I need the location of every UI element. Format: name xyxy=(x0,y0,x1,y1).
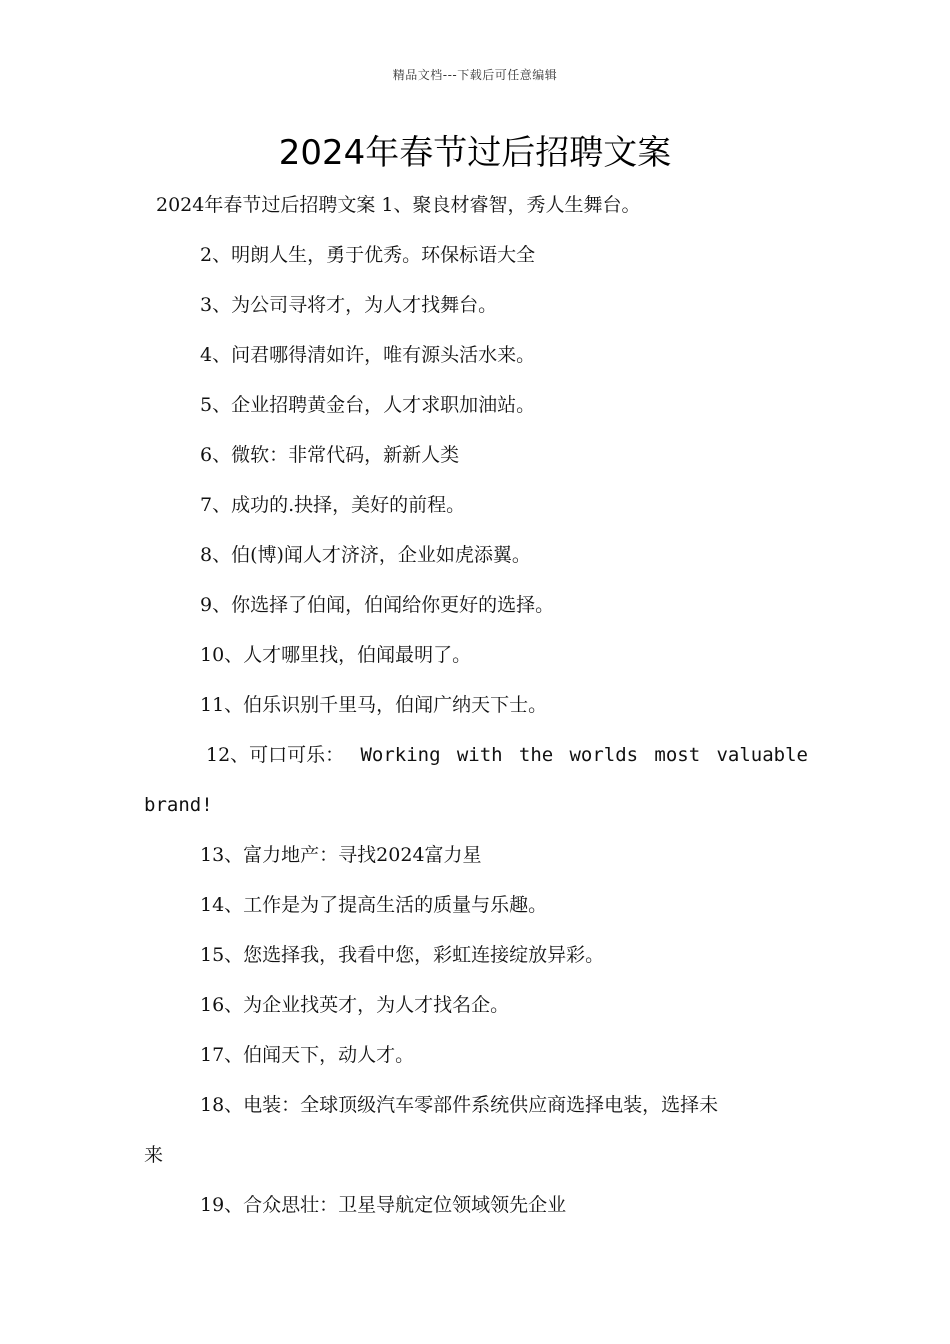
list-item: 6、微软：非常代码，新新人类 xyxy=(200,444,460,466)
list-item: 14、工作是为了提高生活的质量与乐趣。 xyxy=(200,894,548,916)
item12-word: Working xyxy=(360,744,441,766)
list-item: 16、为企业找英才，为人才找名企。 xyxy=(200,994,510,1016)
list-item: 5、企业招聘黄金台，人才求职加油站。 xyxy=(200,394,536,416)
item18-continuation: 来 xyxy=(144,1144,164,1166)
page-title: 2024年春节过后招聘文案 xyxy=(278,133,672,173)
item12-prefix: 12、可口可乐： xyxy=(206,744,345,766)
list-item: 7、成功的.抉择，美好的前程。 xyxy=(200,494,466,516)
list-item: 15、您选择我，我看中您，彩虹连接绽放异彩。 xyxy=(200,944,605,966)
header-note: 精品文档---下载后可任意编辑 xyxy=(392,68,558,82)
item12-word: with xyxy=(456,744,503,766)
list-item: 10、人才哪里找，伯闻最明了。 xyxy=(200,644,472,666)
list-item: 13、富力地产：寻找2024富力星 xyxy=(200,844,482,866)
item12-word: most xyxy=(654,744,701,766)
list-item: 3、为公司寻将才，为人才找舞台。 xyxy=(200,294,498,316)
list-item: 2、明朗人生，勇于优秀。环保标语大全 xyxy=(200,244,536,266)
intro-line: 2024年春节过后招聘文案 1、聚良材睿智，秀人生舞台。 xyxy=(156,194,641,216)
list-item: 9、你选择了伯闻，伯闻给你更好的选择。 xyxy=(200,594,555,616)
item12-word: valuable xyxy=(716,744,808,766)
item12-continuation: brand! xyxy=(144,794,213,816)
list-item-19: 19、合众思壮：卫星导航定位领域领先企业 xyxy=(200,1194,567,1216)
list-item: 4、问君哪得清如许，唯有源头活水来。 xyxy=(200,344,536,366)
list-item-18: 18、电装：全球顶级汽车零部件系统供应商选择电装，选择未 xyxy=(200,1094,719,1116)
list-item-12 xyxy=(144,730,808,780)
item12-word: the xyxy=(518,744,554,766)
list-item: 17、伯闻天下，动人才。 xyxy=(200,1044,415,1066)
list-item: 11、伯乐识别千里马，伯闻广纳天下士。 xyxy=(200,694,548,716)
item12-word: worlds xyxy=(569,744,639,766)
document-body xyxy=(144,180,808,1230)
list-item: 8、伯(博)闻人才济济，企业如虎添翼。 xyxy=(200,544,531,566)
